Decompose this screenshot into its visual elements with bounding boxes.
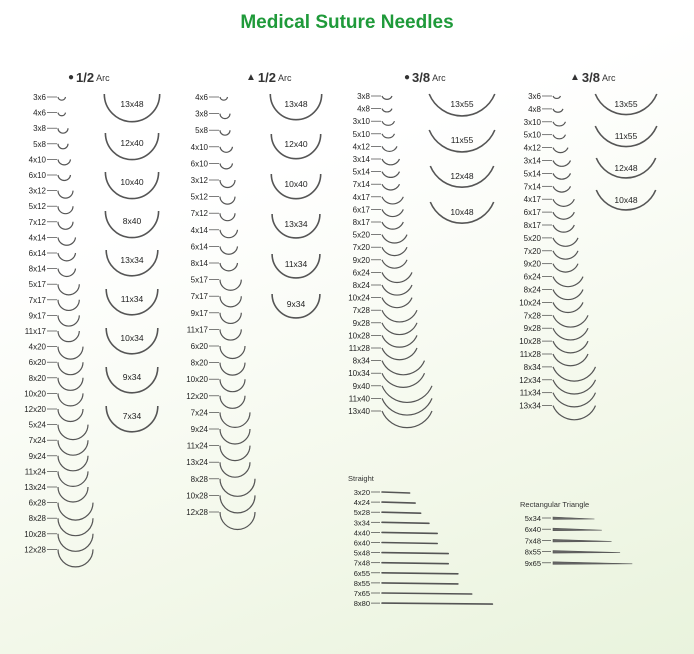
needle-curve: [553, 393, 596, 407]
straight-section-title: Straight: [348, 474, 374, 483]
needle-curve: [382, 260, 407, 268]
triangle-needle-label: 5x34: [524, 514, 541, 523]
needle-curve: [58, 503, 93, 521]
needle-size-label: 4x17: [352, 192, 370, 202]
large-needle-label: 10x48: [450, 207, 474, 217]
needle-size-label: 6x20: [28, 358, 46, 368]
needle-size-label: 11x28: [519, 350, 541, 359]
straight-needle-label: 4x24: [353, 498, 370, 508]
needle-size-label: 6x28: [28, 498, 46, 508]
arc-label: Arc: [96, 72, 110, 83]
needle-curve: [220, 197, 235, 205]
needle-curve: [553, 290, 583, 300]
needle-size-label: 4x12: [352, 142, 370, 152]
straight-needle: [382, 573, 458, 574]
needle-curve: [382, 285, 412, 295]
needle-size-label: 12x20: [24, 405, 46, 414]
needle-curve: [553, 96, 561, 98]
needle-curve: [553, 225, 574, 232]
straight-needle: [382, 522, 429, 523]
needle-curve: [220, 363, 245, 376]
needle-curve: [220, 429, 250, 444]
needle-curve: [58, 128, 68, 133]
straight-needle-label: 3x34: [353, 518, 370, 528]
needle-curve: [58, 331, 79, 342]
needle-size-label: 8x24: [352, 281, 370, 290]
needle-curve: [553, 161, 571, 167]
needle-size-label: 13x34: [519, 401, 541, 411]
needle-size-label: 8x28: [190, 474, 208, 484]
straight-needle: [382, 553, 448, 554]
needle-curve: [220, 495, 255, 512]
needle-curve: [58, 487, 88, 502]
needle-size-label: 5x8: [33, 139, 46, 149]
large-needle-label: 12x40: [120, 138, 144, 148]
triangle-needle-label: 8x55: [524, 547, 541, 557]
needle-size-label: 13x24: [186, 458, 208, 468]
needle-size-label: 11x24: [186, 441, 208, 451]
needle-size-label: 5x12: [190, 192, 208, 202]
straight-needle-label: 4x40: [353, 528, 370, 538]
large-needle-label: 9x34: [286, 299, 306, 309]
needle-size-label: 9x17: [28, 311, 46, 321]
needle-curve: [220, 313, 241, 324]
needle-size-label: 6x10: [28, 171, 46, 180]
straight-needle: [382, 492, 410, 493]
needle-curve: [382, 96, 392, 99]
needle-curve: [382, 411, 432, 428]
needle-size-label: 7x17: [28, 295, 46, 305]
needle-size-label: 4x10: [28, 155, 46, 165]
needle-curve: [553, 135, 566, 139]
needle-size-label: 3x6: [528, 92, 541, 101]
straight-needle-label: 6x40: [353, 538, 370, 548]
needle-curve: [220, 180, 235, 188]
needle-curve: [382, 159, 400, 165]
needle-size-label: 4x14: [28, 233, 46, 243]
needle-curve: [382, 361, 425, 375]
needle-size-label: 8x28: [28, 514, 46, 524]
needle-size-label: 7x20: [523, 246, 541, 256]
arc-fraction: 3/8: [581, 70, 600, 85]
large-needle-label: 13x48: [284, 99, 308, 109]
needle-size-label: 3x8: [195, 109, 208, 119]
needle-curve: [220, 213, 235, 221]
triangle-needle: [553, 551, 620, 554]
needle-curve: [220, 263, 238, 271]
straight-needle: [382, 512, 421, 513]
needle-size-label: 10x20: [24, 389, 46, 399]
needle-size-label: 7x28: [523, 311, 541, 321]
needle-size-label: 13x40: [348, 407, 370, 416]
large-needle-label: 10x40: [120, 177, 144, 187]
large-needle-label: 12x48: [614, 163, 638, 173]
large-needle-label: 13x55: [614, 99, 638, 109]
needle-curve: [58, 300, 79, 311]
needle-size-label: 6x14: [190, 242, 208, 252]
needle-curve: [58, 175, 71, 181]
needle-curve: [58, 534, 93, 552]
needle-curve: [553, 238, 578, 246]
needle-size-label: 13x24: [24, 483, 46, 492]
needle-curve: [220, 97, 228, 100]
needle-size-label: 9x20: [352, 255, 370, 265]
needle-curve: [58, 362, 83, 375]
needle-size-label: 8x24: [523, 285, 541, 295]
needle-curve: [220, 329, 241, 340]
needle-size-label: 9x40: [352, 381, 370, 391]
needle-curve: [58, 159, 71, 165]
triangle-needle: [553, 562, 632, 565]
needle-curve: [220, 280, 241, 291]
needle-size-label: 4x8: [528, 104, 541, 114]
large-needle-label: 13x55: [450, 99, 474, 109]
needle-size-label: 6x10: [190, 159, 208, 169]
needle-size-label: 10x20: [186, 375, 208, 385]
needle-size-label: 6x14: [28, 249, 46, 258]
arc-fraction: 1/2: [76, 70, 95, 85]
needle-curve: [553, 186, 571, 192]
needle-size-label: 11x28: [348, 344, 370, 353]
straight-needle-label: 7x65: [353, 589, 370, 598]
round-body-icon: ●: [404, 72, 411, 83]
large-needle-label: 13x48: [120, 99, 144, 109]
straight-needle-label: 6x55: [353, 568, 370, 578]
needle-curve: [553, 148, 568, 153]
needle-size-label: 7x20: [352, 243, 370, 253]
needle-size-label: 11x24: [24, 467, 46, 477]
needle-size-label: 6x17: [352, 205, 370, 215]
needle-curve: [58, 378, 83, 391]
arc-label: Arc: [432, 72, 446, 83]
large-needle-label: 8x40: [122, 216, 142, 226]
needle-curve: [220, 396, 245, 408]
needle-size-label: 11x17: [24, 327, 46, 336]
large-needle-label: 13x34: [284, 219, 308, 229]
needle-size-label: 4x6: [195, 93, 208, 102]
needle-size-label: 7x17: [190, 292, 208, 302]
needle-size-label: 5x8: [195, 126, 208, 136]
needle-curve: [220, 296, 241, 307]
needle-curve: [553, 199, 574, 206]
needle-curve: [220, 462, 250, 477]
needle-curve: [382, 222, 403, 229]
needle-curve: [553, 328, 588, 340]
needle-curve: [58, 284, 79, 295]
needle-curve: [220, 346, 245, 359]
needle-size-label: 12x28: [24, 545, 46, 555]
needle-size-label: 3x12: [190, 176, 208, 185]
large-needle-label: 11x55: [614, 131, 638, 141]
needle-size-label: 10x34: [348, 369, 370, 379]
needle-size-label: 11x40: [348, 394, 370, 404]
arc-fraction: 3/8: [412, 70, 431, 85]
needle-curve: [58, 409, 83, 421]
triangle-section-title: Rectangular Triangle: [520, 500, 590, 509]
needle-curve: [382, 184, 400, 190]
triangle-needle-label: 7x48: [524, 536, 541, 546]
needle-curve: [382, 134, 395, 138]
large-needle-label: 11x34: [120, 294, 144, 304]
needle-curve: [382, 109, 392, 112]
needle-curve: [58, 237, 76, 245]
large-needle-label: 10x48: [614, 195, 638, 205]
straight-needle: [382, 593, 472, 594]
needle-size-label: 8x34: [352, 356, 370, 366]
needle-size-label: 6x20: [190, 342, 208, 351]
needle-curve: [553, 264, 578, 272]
needle-size-label: 12x34: [519, 375, 541, 385]
triangle-needle-label: 6x40: [524, 525, 541, 535]
needle-curve: [382, 323, 417, 335]
needle-curve: [58, 113, 66, 116]
needle-size-label: 9x28: [523, 324, 541, 334]
needle-size-label: 5x24: [28, 420, 46, 430]
needle-size-label: 12x28: [186, 508, 208, 517]
arc-label: Arc: [277, 72, 292, 83]
needle-size-label: 6x24: [523, 272, 541, 282]
large-needle-label: 11x55: [450, 135, 474, 145]
large-needle-label: 13x34: [120, 255, 144, 265]
straight-needle-label: 8x80: [353, 599, 370, 609]
large-needle-label: 7x34: [122, 411, 142, 421]
needle-curve: [553, 173, 571, 179]
needle-size-label: 4x8: [357, 104, 370, 114]
needle-curve: [553, 354, 588, 366]
large-needle-label: 9x34: [122, 372, 142, 382]
straight-needle-label: 5x48: [353, 548, 370, 558]
needle-curve: [58, 222, 73, 230]
straight-needle: [382, 563, 448, 564]
needle-size-label: 9x24: [28, 451, 46, 461]
needle-size-label: 8x20: [28, 373, 46, 383]
large-needle-label: 12x40: [284, 139, 308, 149]
straight-needle: [382, 583, 458, 584]
needle-curve: [382, 197, 403, 204]
needle-curve: [553, 277, 583, 287]
needle-curve: [220, 512, 255, 530]
needle-curve: [220, 147, 233, 153]
needle-curve: [553, 315, 588, 327]
arc-fraction: 1/2: [257, 70, 276, 85]
needle-size-label: 3x8: [33, 124, 46, 134]
needle-curve: [553, 341, 588, 353]
triangle-body-icon: ▲: [246, 72, 256, 83]
needle-curve: [382, 398, 432, 415]
needle-curve: [58, 191, 73, 199]
needle-size-label: 5x10: [523, 130, 541, 140]
needle-size-label: 10x24: [348, 293, 370, 303]
page-title: Medical Suture Needles: [240, 12, 454, 33]
needle-curve: [220, 114, 230, 119]
needle-curve: [220, 230, 238, 238]
needle-size-label: 5x17: [28, 280, 46, 290]
triangle-needle: [553, 528, 602, 531]
straight-needle-label: 5x28: [353, 508, 370, 518]
needle-size-label: 8x17: [352, 218, 370, 227]
needle-size-label: 3x10: [523, 117, 541, 127]
triangle-needle: [553, 539, 612, 542]
needle-size-label: 3x8: [357, 92, 370, 101]
needle-size-label: 4x12: [523, 143, 541, 153]
needle-size-label: 8x14: [28, 264, 46, 274]
needle-curve: [382, 348, 417, 360]
needle-curve: [220, 246, 238, 254]
needle-curve: [382, 272, 412, 282]
needle-size-label: 10x24: [519, 298, 541, 308]
straight-needle: [382, 532, 437, 533]
needle-size-label: 8x34: [523, 362, 541, 372]
needle-curve: [220, 479, 255, 497]
needle-size-label: 7x24: [190, 408, 208, 418]
straight-needle-label: 3x20: [353, 488, 370, 497]
needle-curve: [553, 367, 596, 381]
needle-size-label: 8x20: [190, 358, 208, 368]
round-body-icon: ●: [68, 72, 75, 83]
needle-size-label: 5x20: [352, 230, 370, 240]
needle-size-label: 6x17: [523, 208, 541, 218]
needle-curve: [58, 347, 83, 360]
triangle-needle: [553, 517, 594, 520]
needle-size-label: 5x12: [28, 202, 46, 212]
needle-size-label: 7x24: [28, 436, 46, 446]
needle-curve: [220, 446, 250, 461]
needle-curve: [220, 130, 230, 135]
needle-curve: [58, 393, 83, 406]
needle-curve: [382, 247, 407, 255]
needle-size-label: 3x6: [33, 93, 46, 102]
needle-curve: [553, 302, 583, 312]
needle-size-label: 7x14: [352, 180, 370, 190]
needle-size-label: 3x14: [523, 156, 541, 166]
needle-size-label: 4x10: [190, 142, 208, 152]
needle-size-label: 4x17: [523, 195, 541, 205]
needle-size-label: 3x12: [28, 186, 46, 196]
needle-size-label: 10x28: [24, 529, 46, 539]
straight-needle-label: 8x55: [353, 578, 370, 588]
needle-size-label: 10x28: [348, 331, 370, 341]
large-needle-label: 10x34: [120, 333, 144, 343]
straight-needle: [382, 543, 437, 544]
needle-size-label: 4x6: [33, 108, 46, 118]
large-needle-label: 10x40: [284, 179, 308, 189]
needle-size-label: 9x17: [190, 308, 208, 318]
straight-needle: [382, 603, 492, 604]
needle-size-label: 8x14: [190, 259, 208, 268]
needle-curve: [553, 109, 563, 112]
needle-curve: [58, 549, 93, 567]
needle-size-label: 7x14: [523, 182, 541, 192]
needle-curve: [58, 269, 76, 277]
needle-size-label: 4x20: [28, 342, 46, 352]
needle-curve: [58, 97, 66, 100]
triangle-body-icon: ▲: [570, 72, 580, 83]
needle-curve: [58, 425, 88, 440]
straight-needle: [382, 502, 415, 503]
needle-size-label: 7x12: [28, 217, 46, 227]
needle-size-label: 3x14: [352, 155, 370, 164]
needle-curve: [58, 253, 76, 261]
needle-curve: [553, 122, 566, 126]
needle-curve: [220, 379, 245, 392]
needle-curve: [382, 298, 412, 308]
needle-size-label: 11x17: [186, 325, 208, 335]
needle-curve: [382, 172, 400, 178]
needle-curve: [220, 163, 233, 169]
large-needle-label: 11x34: [284, 259, 308, 269]
needle-size-label: 7x12: [190, 209, 208, 219]
needle-size-label: 5x14: [352, 167, 370, 177]
needle-size-label: 8x17: [523, 221, 541, 230]
needle-curve: [220, 412, 250, 427]
needle-size-label: 5x10: [352, 129, 370, 139]
needle-size-label: 5x14: [523, 169, 541, 179]
needle-curve: [553, 212, 574, 219]
needle-size-label: 5x20: [523, 233, 541, 243]
needle-size-label: 10x28: [519, 337, 541, 347]
needle-curve: [382, 335, 417, 347]
needle-curve: [58, 456, 88, 471]
needle-size-label: 9x28: [352, 318, 370, 328]
arc-label: Arc: [601, 72, 616, 83]
needle-curve: [553, 380, 596, 394]
needle-size-label: 9x24: [190, 425, 208, 434]
needle-size-label: 5x17: [190, 275, 208, 285]
needle-curve: [382, 121, 395, 125]
needle-curve: [58, 518, 93, 536]
needle-curve: [58, 471, 88, 486]
needle-curve: [553, 251, 578, 259]
needle-size-label: 12x20: [186, 391, 208, 401]
needle-curve: [382, 310, 417, 322]
large-needle-label: 12x48: [450, 171, 474, 181]
needle-curve: [382, 235, 407, 243]
needle-curve: [382, 146, 397, 151]
needle-curve: [553, 406, 596, 420]
needle-size-label: 6x24: [352, 268, 370, 278]
needle-curve: [58, 206, 73, 214]
needle-size-label: 4x14: [190, 225, 208, 235]
needle-size-label: 9x20: [523, 259, 541, 269]
needle-size-label: 3x10: [352, 117, 370, 127]
needle-size-label: 7x28: [352, 306, 370, 316]
needle-curve: [58, 315, 79, 326]
needle-curve: [382, 209, 403, 216]
needle-size-label: 10x28: [186, 491, 208, 501]
needle-size-label: 11x34: [519, 388, 541, 398]
straight-needle-label: 7x48: [353, 558, 370, 568]
needle-curve: [382, 386, 432, 403]
needle-curve: [58, 440, 88, 455]
needle-curve: [58, 144, 68, 149]
triangle-needle-label: 9x65: [524, 558, 541, 568]
